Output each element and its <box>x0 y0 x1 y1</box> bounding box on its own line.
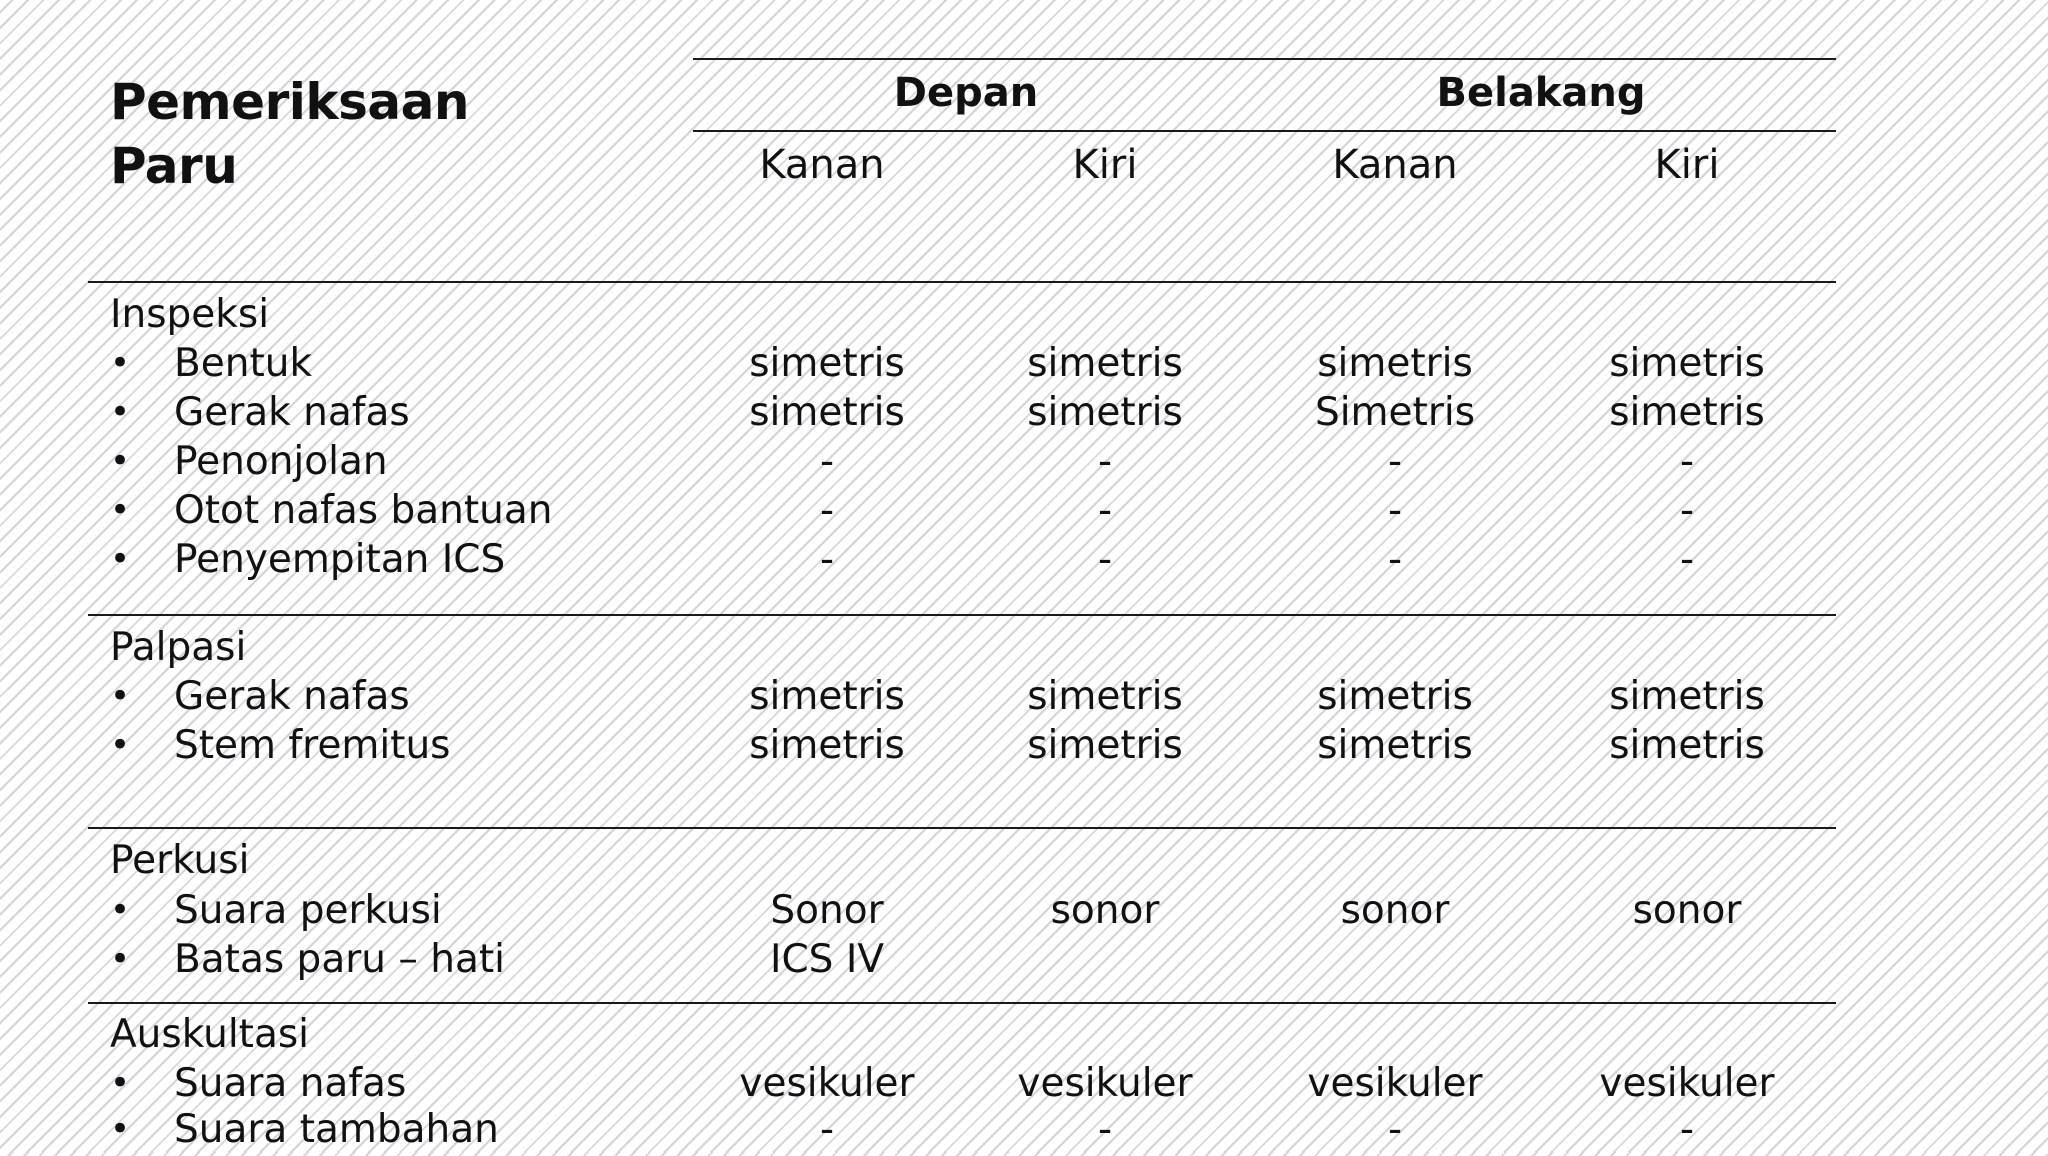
row-label: Stem fremitus <box>174 723 451 768</box>
cell-belakang-kiri: - <box>1679 488 1695 533</box>
bullet: • <box>110 539 131 579</box>
header-belakang-kanan: Kanan <box>1332 142 1458 188</box>
cell-belakang-kiri: vesikuler <box>1599 1061 1775 1106</box>
cell-depan-kiri: - <box>1097 1107 1113 1152</box>
bullet: • <box>110 1109 131 1149</box>
bullet: • <box>110 1063 131 1103</box>
table-row <box>0 537 2048 586</box>
cell-depan-kiri: - <box>1097 439 1113 484</box>
table-row <box>0 1061 2048 1110</box>
header-bottom-rule <box>88 281 1836 283</box>
header-depan-kiri: Kiri <box>1072 142 1138 188</box>
cell-depan-kiri: vesikuler <box>1017 1061 1193 1106</box>
header-top-rule <box>693 58 1836 60</box>
table-row <box>0 439 2048 488</box>
row-label: Bentuk <box>174 341 313 386</box>
table-row <box>0 723 2048 772</box>
row-label: Suara nafas <box>174 1061 407 1106</box>
cell-belakang-kanan: simetris <box>1317 674 1473 719</box>
header-depan-kanan: Kanan <box>759 142 885 188</box>
divider-perkusi <box>88 1002 1836 1004</box>
cell-belakang-kiri: sonor <box>1632 888 1742 933</box>
cell-depan-kanan: - <box>819 537 835 582</box>
cell-belakang-kanan: Simetris <box>1314 390 1476 435</box>
cell-belakang-kanan: - <box>1387 1107 1403 1152</box>
cell-belakang-kiri: simetris <box>1609 723 1765 768</box>
section-inspeksi-title: Inspeksi <box>110 292 270 337</box>
bullet: • <box>110 725 131 765</box>
cell-belakang-kanan: vesikuler <box>1307 1061 1483 1106</box>
cell-depan-kanan: - <box>819 439 835 484</box>
title-line-1: Pemeriksaan <box>110 73 469 131</box>
cell-belakang-kiri: simetris <box>1609 341 1765 386</box>
row-label: Penonjolan <box>174 439 388 484</box>
bullet: • <box>110 676 131 716</box>
table-row <box>0 390 2048 439</box>
cell-belakang-kiri: simetris <box>1609 674 1765 719</box>
cell-depan-kanan: simetris <box>749 390 905 435</box>
table-row <box>0 341 2048 390</box>
cell-belakang-kiri: - <box>1679 1107 1695 1152</box>
cell-belakang-kiri: - <box>1679 537 1695 582</box>
row-label: Suara tambahan <box>174 1107 499 1152</box>
cell-depan-kanan: vesikuler <box>739 1061 915 1106</box>
cell-depan-kiri: simetris <box>1027 390 1183 435</box>
divider-palpasi <box>88 827 1836 829</box>
header-belakang: Belakang <box>1436 70 1646 116</box>
row-label: Batas paru – hati <box>174 937 506 982</box>
cell-depan-kiri: - <box>1097 488 1113 533</box>
bullet: • <box>110 392 131 432</box>
row-label: Suara perkusi <box>174 888 442 933</box>
bullet: • <box>110 939 131 979</box>
cell-belakang-kanan: - <box>1387 488 1403 533</box>
row-label: Penyempitan ICS <box>174 537 506 582</box>
cell-depan-kiri: simetris <box>1027 341 1183 386</box>
bullet: • <box>110 441 131 481</box>
section-palpasi-title: Palpasi <box>110 625 247 670</box>
cell-depan-kanan: - <box>819 488 835 533</box>
cell-depan-kiri: sonor <box>1050 888 1160 933</box>
cell-depan-kiri: simetris <box>1027 723 1183 768</box>
row-label: Gerak nafas <box>174 674 410 719</box>
bullet: • <box>110 490 131 530</box>
section-perkusi-title: Perkusi <box>110 838 250 883</box>
table-row <box>0 1107 2048 1156</box>
cell-belakang-kanan: - <box>1387 439 1403 484</box>
table-row <box>0 888 2048 937</box>
cell-depan-kiri: simetris <box>1027 674 1183 719</box>
cell-depan-kanan: - <box>819 1107 835 1152</box>
cell-depan-kanan: Sonor <box>770 888 884 933</box>
table-row <box>0 674 2048 723</box>
cell-depan-kiri: - <box>1097 537 1113 582</box>
header-belakang-kiri: Kiri <box>1654 142 1720 188</box>
cell-belakang-kiri: simetris <box>1609 390 1765 435</box>
cell-depan-kanan: simetris <box>749 674 905 719</box>
cell-depan-kanan: simetris <box>749 341 905 386</box>
header-mid-rule <box>693 130 1836 132</box>
bullet: • <box>110 343 131 383</box>
table-row <box>0 937 2048 986</box>
cell-belakang-kiri: - <box>1679 439 1695 484</box>
bullet: • <box>110 890 131 930</box>
section-auskultasi-title: Auskultasi <box>110 1012 309 1057</box>
divider-inspeksi <box>88 614 1836 616</box>
row-label: Gerak nafas <box>174 390 410 435</box>
cell-belakang-kanan: simetris <box>1317 341 1473 386</box>
table-row <box>0 488 2048 537</box>
title-line-2: Paru <box>110 137 238 195</box>
cell-depan-kanan: simetris <box>749 723 905 768</box>
row-label: Otot nafas bantuan <box>174 488 553 533</box>
page-title <box>110 70 469 198</box>
cell-belakang-kanan: sonor <box>1340 888 1450 933</box>
header-depan: Depan <box>893 70 1039 116</box>
cell-belakang-kanan: simetris <box>1317 723 1473 768</box>
cell-belakang-kanan: - <box>1387 537 1403 582</box>
cell-depan-kanan: ICS IV <box>769 937 885 982</box>
